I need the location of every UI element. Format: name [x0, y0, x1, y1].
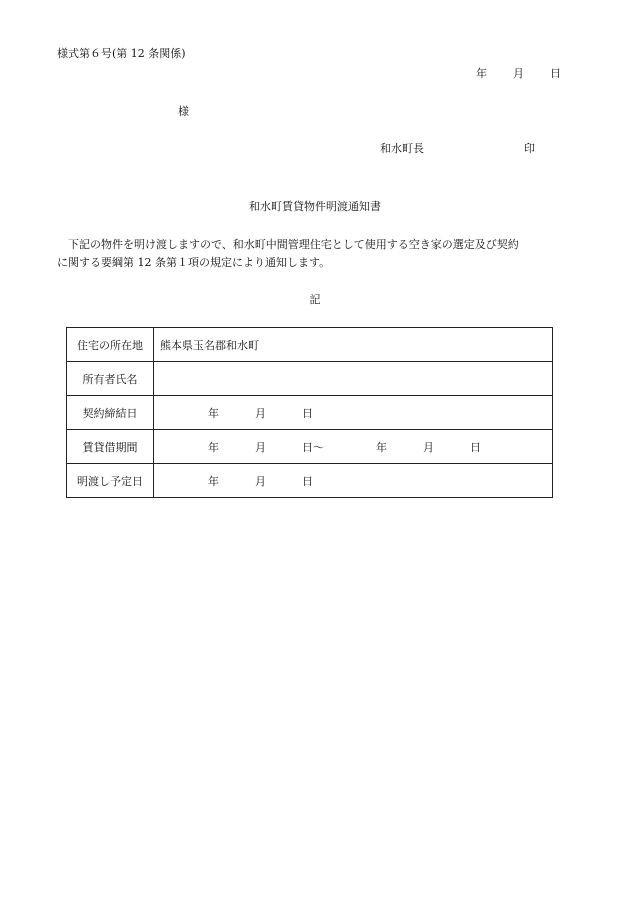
date-year: 年: [208, 440, 219, 454]
info-table: [66, 327, 553, 498]
row-label: 明渡し予定日: [67, 464, 154, 498]
contract-date-value: [154, 396, 553, 430]
address-value: 熊本県玉名郡和水町: [154, 328, 553, 362]
date-month: 月: [255, 474, 266, 488]
row-label: 賃貸借期間: [67, 430, 154, 464]
date-day-end: 日: [470, 440, 481, 454]
table-row-lease-period: [67, 430, 553, 464]
ki-heading: 記: [309, 293, 321, 306]
row-label: 契約締結日: [67, 396, 154, 430]
addressee-suffix: 様: [178, 105, 189, 118]
owner-value: [154, 362, 553, 396]
body-line-2: に関する要綱第 12 条第１項の規定により通知します。: [57, 256, 331, 269]
date-year-end: 年: [376, 440, 387, 454]
table-row-contract-date: [67, 396, 553, 430]
table-row-owner: [67, 362, 553, 396]
date-day: 日～: [302, 440, 324, 454]
date-year: 年: [476, 67, 487, 80]
date-month: 月: [513, 67, 524, 80]
document-title: 和水町賃貸物件明渡通知書: [249, 200, 381, 213]
form-number: 様式第６号(第 12 条関係): [57, 47, 186, 60]
date-day: 日: [302, 406, 313, 420]
date-year: 年: [208, 474, 219, 488]
date-month: 月: [255, 406, 266, 420]
seal-mark: 印: [524, 142, 535, 155]
row-label: 所有者氏名: [67, 362, 154, 396]
lease-period-value: [154, 430, 553, 464]
date-month: 月: [255, 440, 266, 454]
date-line: [476, 67, 561, 81]
row-label: 住宅の所在地: [67, 328, 154, 362]
body-line-1: 下記の物件を明け渡しますので、和水町中間管理住宅として使用する空き家の選定及び契約: [68, 238, 519, 251]
date-day: 日: [550, 67, 561, 80]
issuer-name: 和水町長: [380, 142, 424, 155]
date-month-end: 月: [423, 440, 434, 454]
date-year: 年: [208, 406, 219, 420]
body-text: [57, 236, 587, 272]
date-day: 日: [302, 474, 313, 488]
table-row-address: [67, 328, 553, 362]
table-row-vacate-date: [67, 464, 553, 498]
vacate-date-value: [154, 464, 553, 498]
